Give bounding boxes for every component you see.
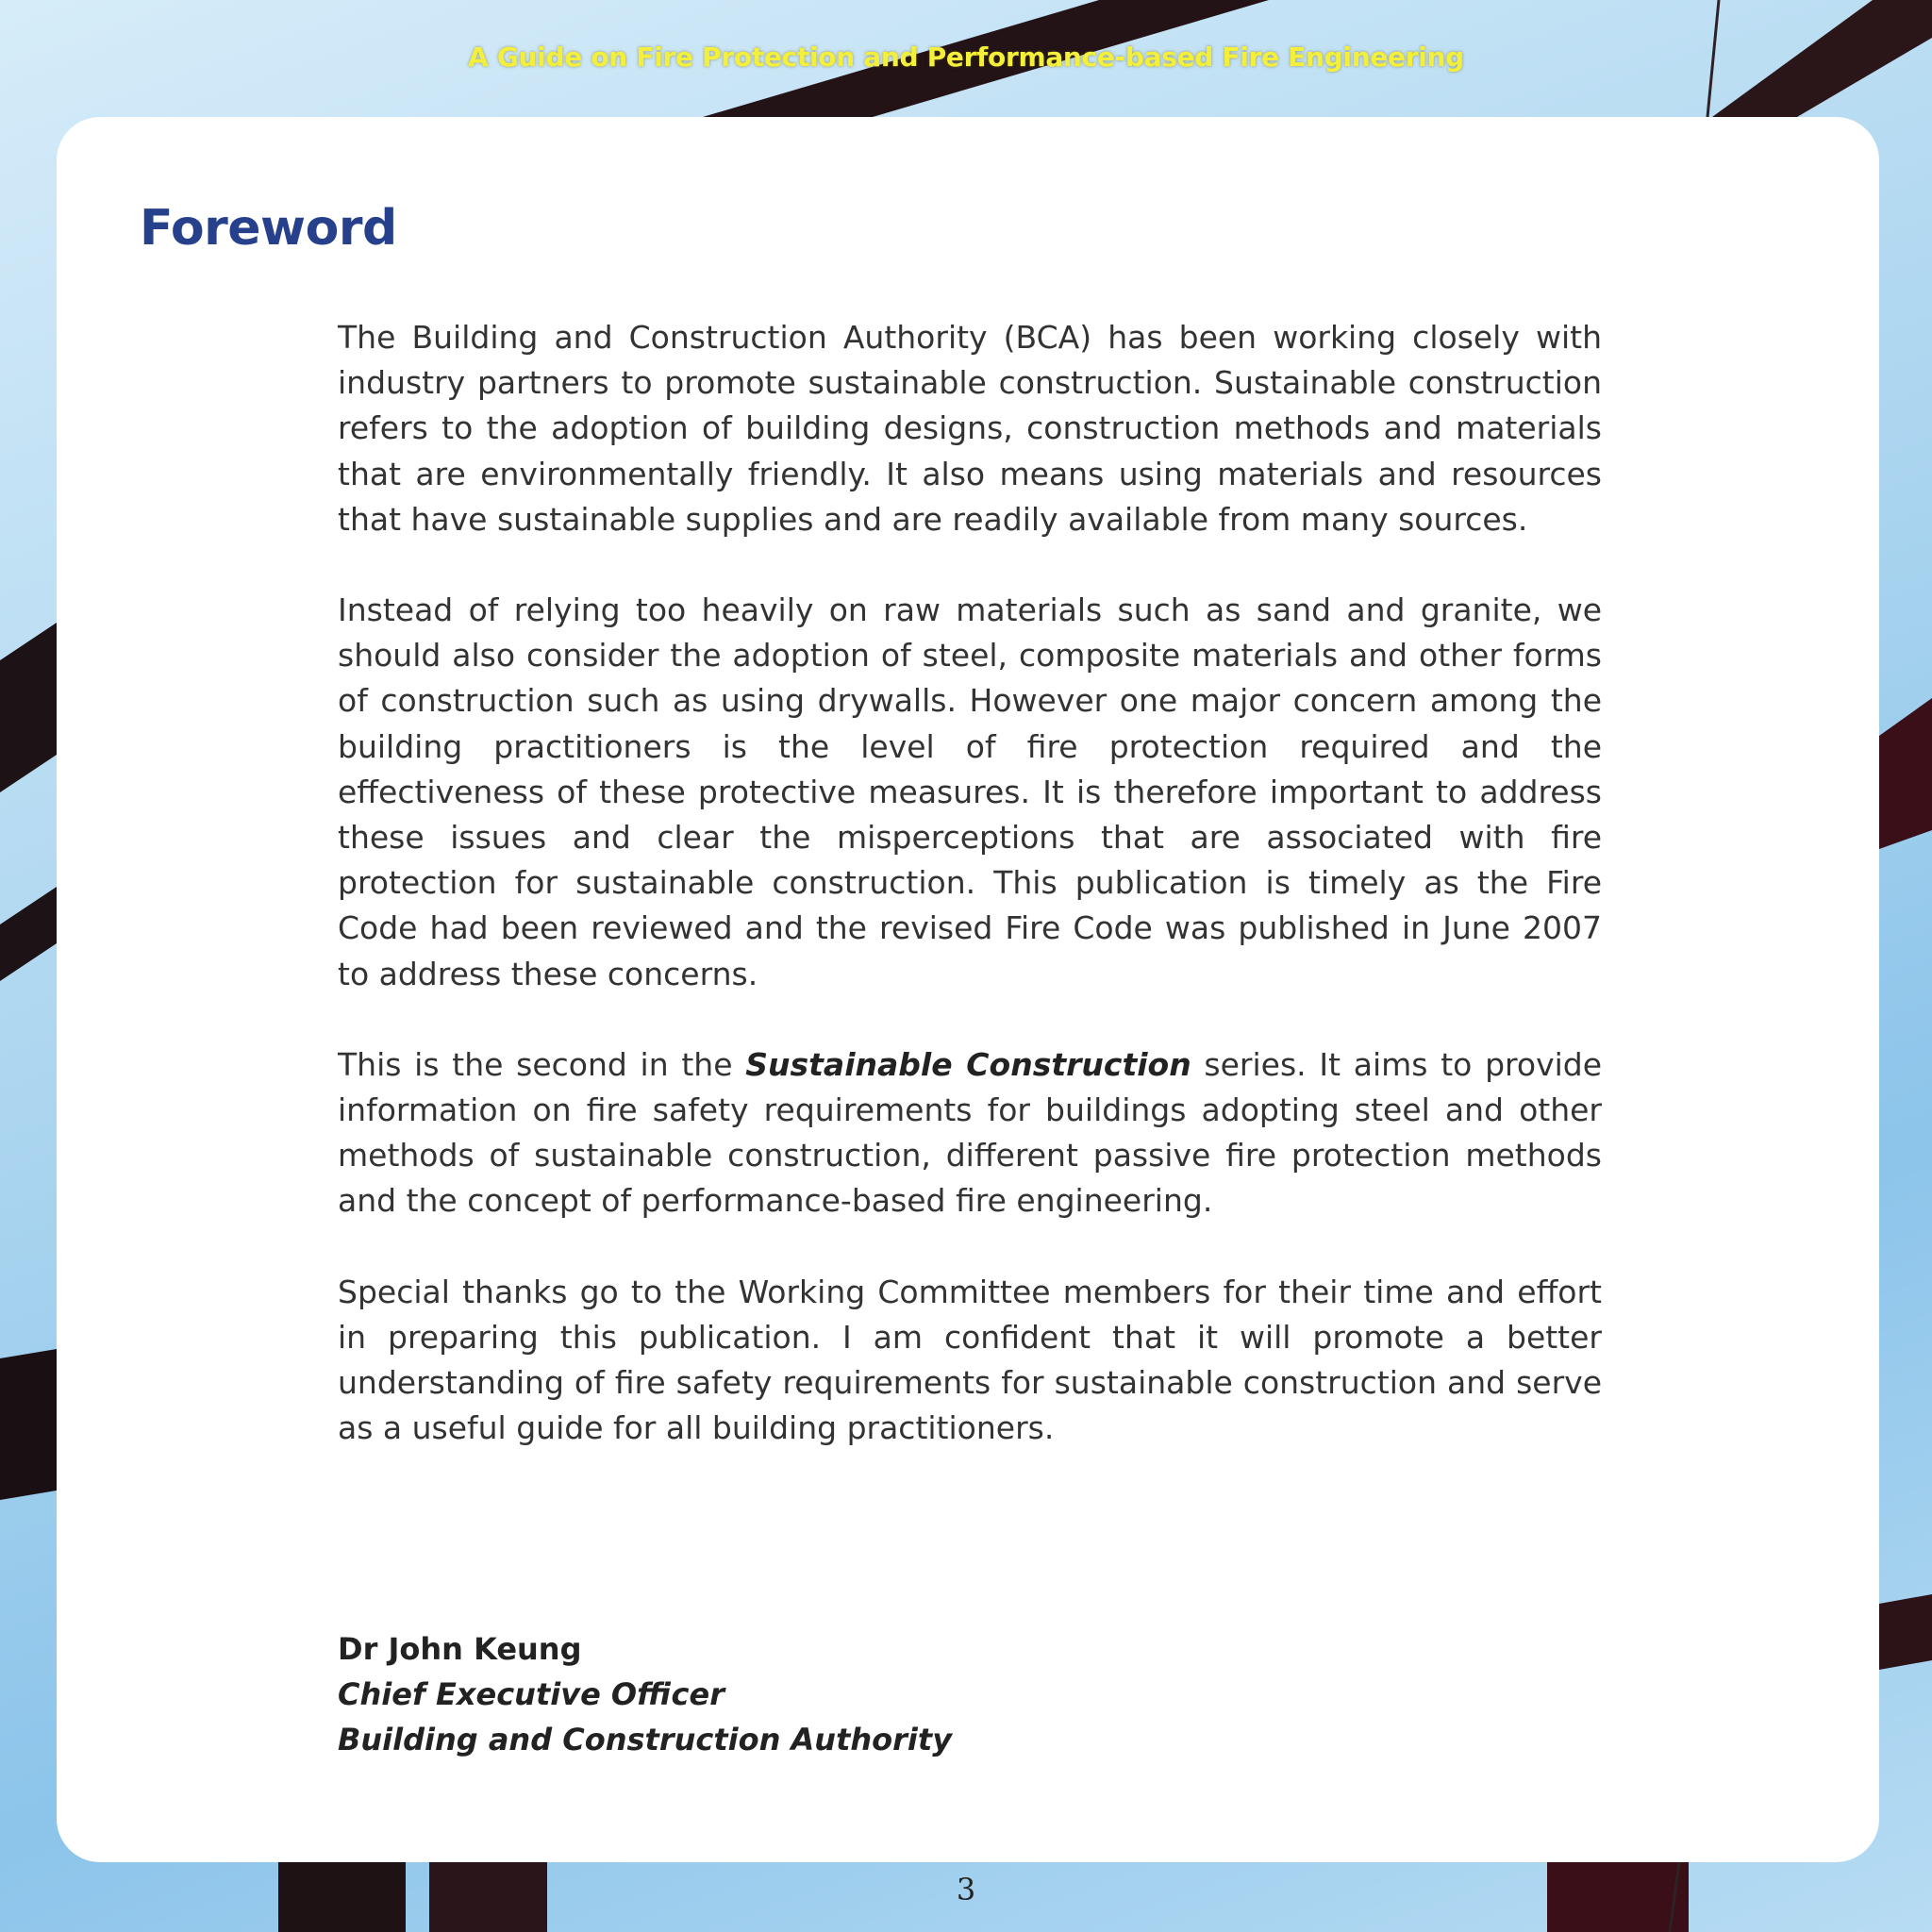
foreword-body	[338, 315, 1602, 1496]
signatory-organization: Building and Construction Authority	[338, 1722, 953, 1757]
signatory-role: Chief Executive Officer	[338, 1676, 724, 1712]
content-card	[57, 117, 1879, 1862]
document-header-title: A Guide on Fire Protection and Performance-based Fire Engineering	[468, 42, 1464, 73]
paragraph-1: The Building and Construction Authority (BCA) has been working closely with industry partners to promote sustainable construction. Sustainable construction refers to the adoption of building designs, construction methods and materials that are environmentally friendly. It also means using materials and resources that have sustainable supplies and are readily available from many sources.	[338, 319, 1602, 538]
paragraph-4: Special thanks go to the Working Committee members for their time and effort in preparing this publication. I am confident that it will promote a better understanding of fire safety requirements for sustainable construction and serve as a useful guide for all building practitioners.	[338, 1273, 1602, 1447]
paragraph-3-text-before: This is the second in the	[338, 1045, 746, 1083]
series-name-emphasis: Sustainable Construction	[745, 1045, 1191, 1083]
page-title: Foreword	[140, 200, 397, 257]
paragraph-3	[338, 1042, 1602, 1224]
signatory-name: Dr John Keung	[338, 1631, 582, 1667]
signature-block	[338, 1626, 952, 1762]
paragraph-2: Instead of relying too heavily on raw materials such as sand and granite, we should also consider the adoption of steel, composite materials and other forms of construction such as using drywalls. However one major concern among the building practitioners is the level of fire protection required and the effectiveness of these protective measures. It is therefore important to address these issues and clear the misperceptions that are associated with fire protection for sustainable construction. This publication is timely as the Fire Code had been reviewed and the revised Fire Code was published in June 2007 to address these concerns.	[338, 591, 1602, 992]
page-number: 3	[956, 1872, 976, 1907]
paragraph-3-text-after: series. It aims to provide information on fire safety requirements for buildings adopting steel and other methods of sustainable construction, different passive fire protection methods and the concept of performance-based fire engineering.	[338, 1045, 1603, 1220]
